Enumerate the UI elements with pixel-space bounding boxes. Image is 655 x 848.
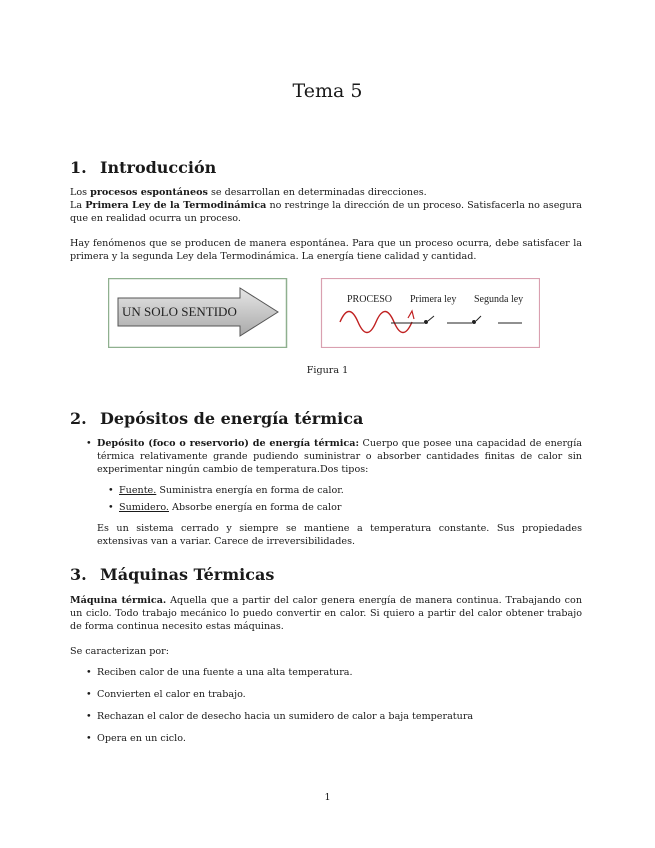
first-law-dot (424, 320, 428, 324)
machine-definition-paragraph (70, 594, 582, 633)
second-law-dot (472, 320, 476, 324)
reservoir-closing-paragraph: Es un sistema cerrado y siempre se mantiene a temperatura constante. Sus propiedades extensivas van a variar. Carece de irreversibilidades. (97, 523, 582, 547)
process-panel-border (322, 279, 540, 348)
page-title: Tema 5 (292, 80, 363, 102)
section-number: 1. (70, 158, 87, 177)
text-run: Suministra energía en forma de calor. (156, 485, 344, 496)
text-run: Absorbe energía en forma de calor (168, 502, 342, 513)
machine-features-intro: Se caracterizan por: (70, 646, 169, 657)
label-second-law: Segunda ley (474, 294, 524, 305)
bold-term: procesos espontáneos (90, 187, 208, 198)
section-heading-introduccion (70, 158, 216, 177)
figure-illustration (108, 278, 540, 348)
arrow-text: UN SOLO SENTIDO (122, 304, 237, 319)
bold-term: Primera Ley de la Termodinámica (85, 200, 267, 211)
section-title: Máquinas Térmicas (100, 565, 275, 584)
list-item: • Opera en un ciclo. (86, 732, 582, 745)
bold-term: Máquina térmica. (70, 595, 167, 606)
machine-features-list (86, 666, 582, 745)
text-run: no restringe la dirección de un proceso. Satisfacerla no asegura que en realidad ocurra un proceso. (70, 200, 582, 224)
label-first-law: Primera ley (410, 294, 457, 305)
label-process: PROCESO (347, 294, 393, 305)
section-title: Depósitos de energía térmica (100, 409, 364, 428)
text-run: La (70, 200, 86, 211)
bold-term: Depósito (foco o reservorio) de energía térmica: (97, 438, 359, 449)
intro-paragraph-2: Hay fenómenos que se producen de manera espontánea. Para que un proceso ocurra, debe satisfacer la primera y la segunda Ley dela Termodinámica. La energía tiene calidad y cantidad. (70, 238, 582, 262)
reservoir-types-list (108, 484, 578, 514)
list-item (108, 501, 578, 514)
text-run: Los (70, 187, 91, 198)
underlined-term: Sumidero. (119, 502, 169, 513)
section-number: 3. (70, 565, 87, 584)
list-item: • Convierten el calor en trabajo. (86, 688, 582, 701)
figure-caption: Figura 1 (306, 365, 349, 376)
page-number: 1 (324, 792, 331, 803)
section-heading-maquinas (70, 565, 274, 584)
text-run: se desarrollan en determinadas direcciones. (207, 187, 427, 198)
text-run: Aquella que a partir del calor genera energía de manera continua. Trabajando con un ciclo. Todo trabajo mecánico lo puedo convertir en calor. Si quiero a partir del calor obtener trabajo de forma continua necesito estas máquinas. (70, 595, 582, 632)
list-item: • Reciben calor de una fuente a una alta temperatura. (86, 666, 582, 679)
list-item (108, 484, 578, 497)
section-number: 2. (70, 409, 87, 428)
underlined-term: Fuente. (119, 485, 157, 496)
figure-1 (108, 278, 540, 348)
reservoir-definition-list (86, 437, 582, 476)
list-item (86, 437, 582, 476)
section-title: Introducción (100, 158, 217, 177)
text-run: Cuerpo que posee una capacidad de energía térmica relativamente grande pudiendo suministrar o absorber cantidades finitas de calor sin experimentar ningún cambio de temperatura.Dos tipos: (97, 438, 582, 475)
list-item: • Rechazan el calor de desecho hacia un sumidero de calor a baja temperatura (86, 710, 582, 723)
intro-paragraph (70, 186, 582, 225)
section-heading-depositos (70, 409, 363, 428)
